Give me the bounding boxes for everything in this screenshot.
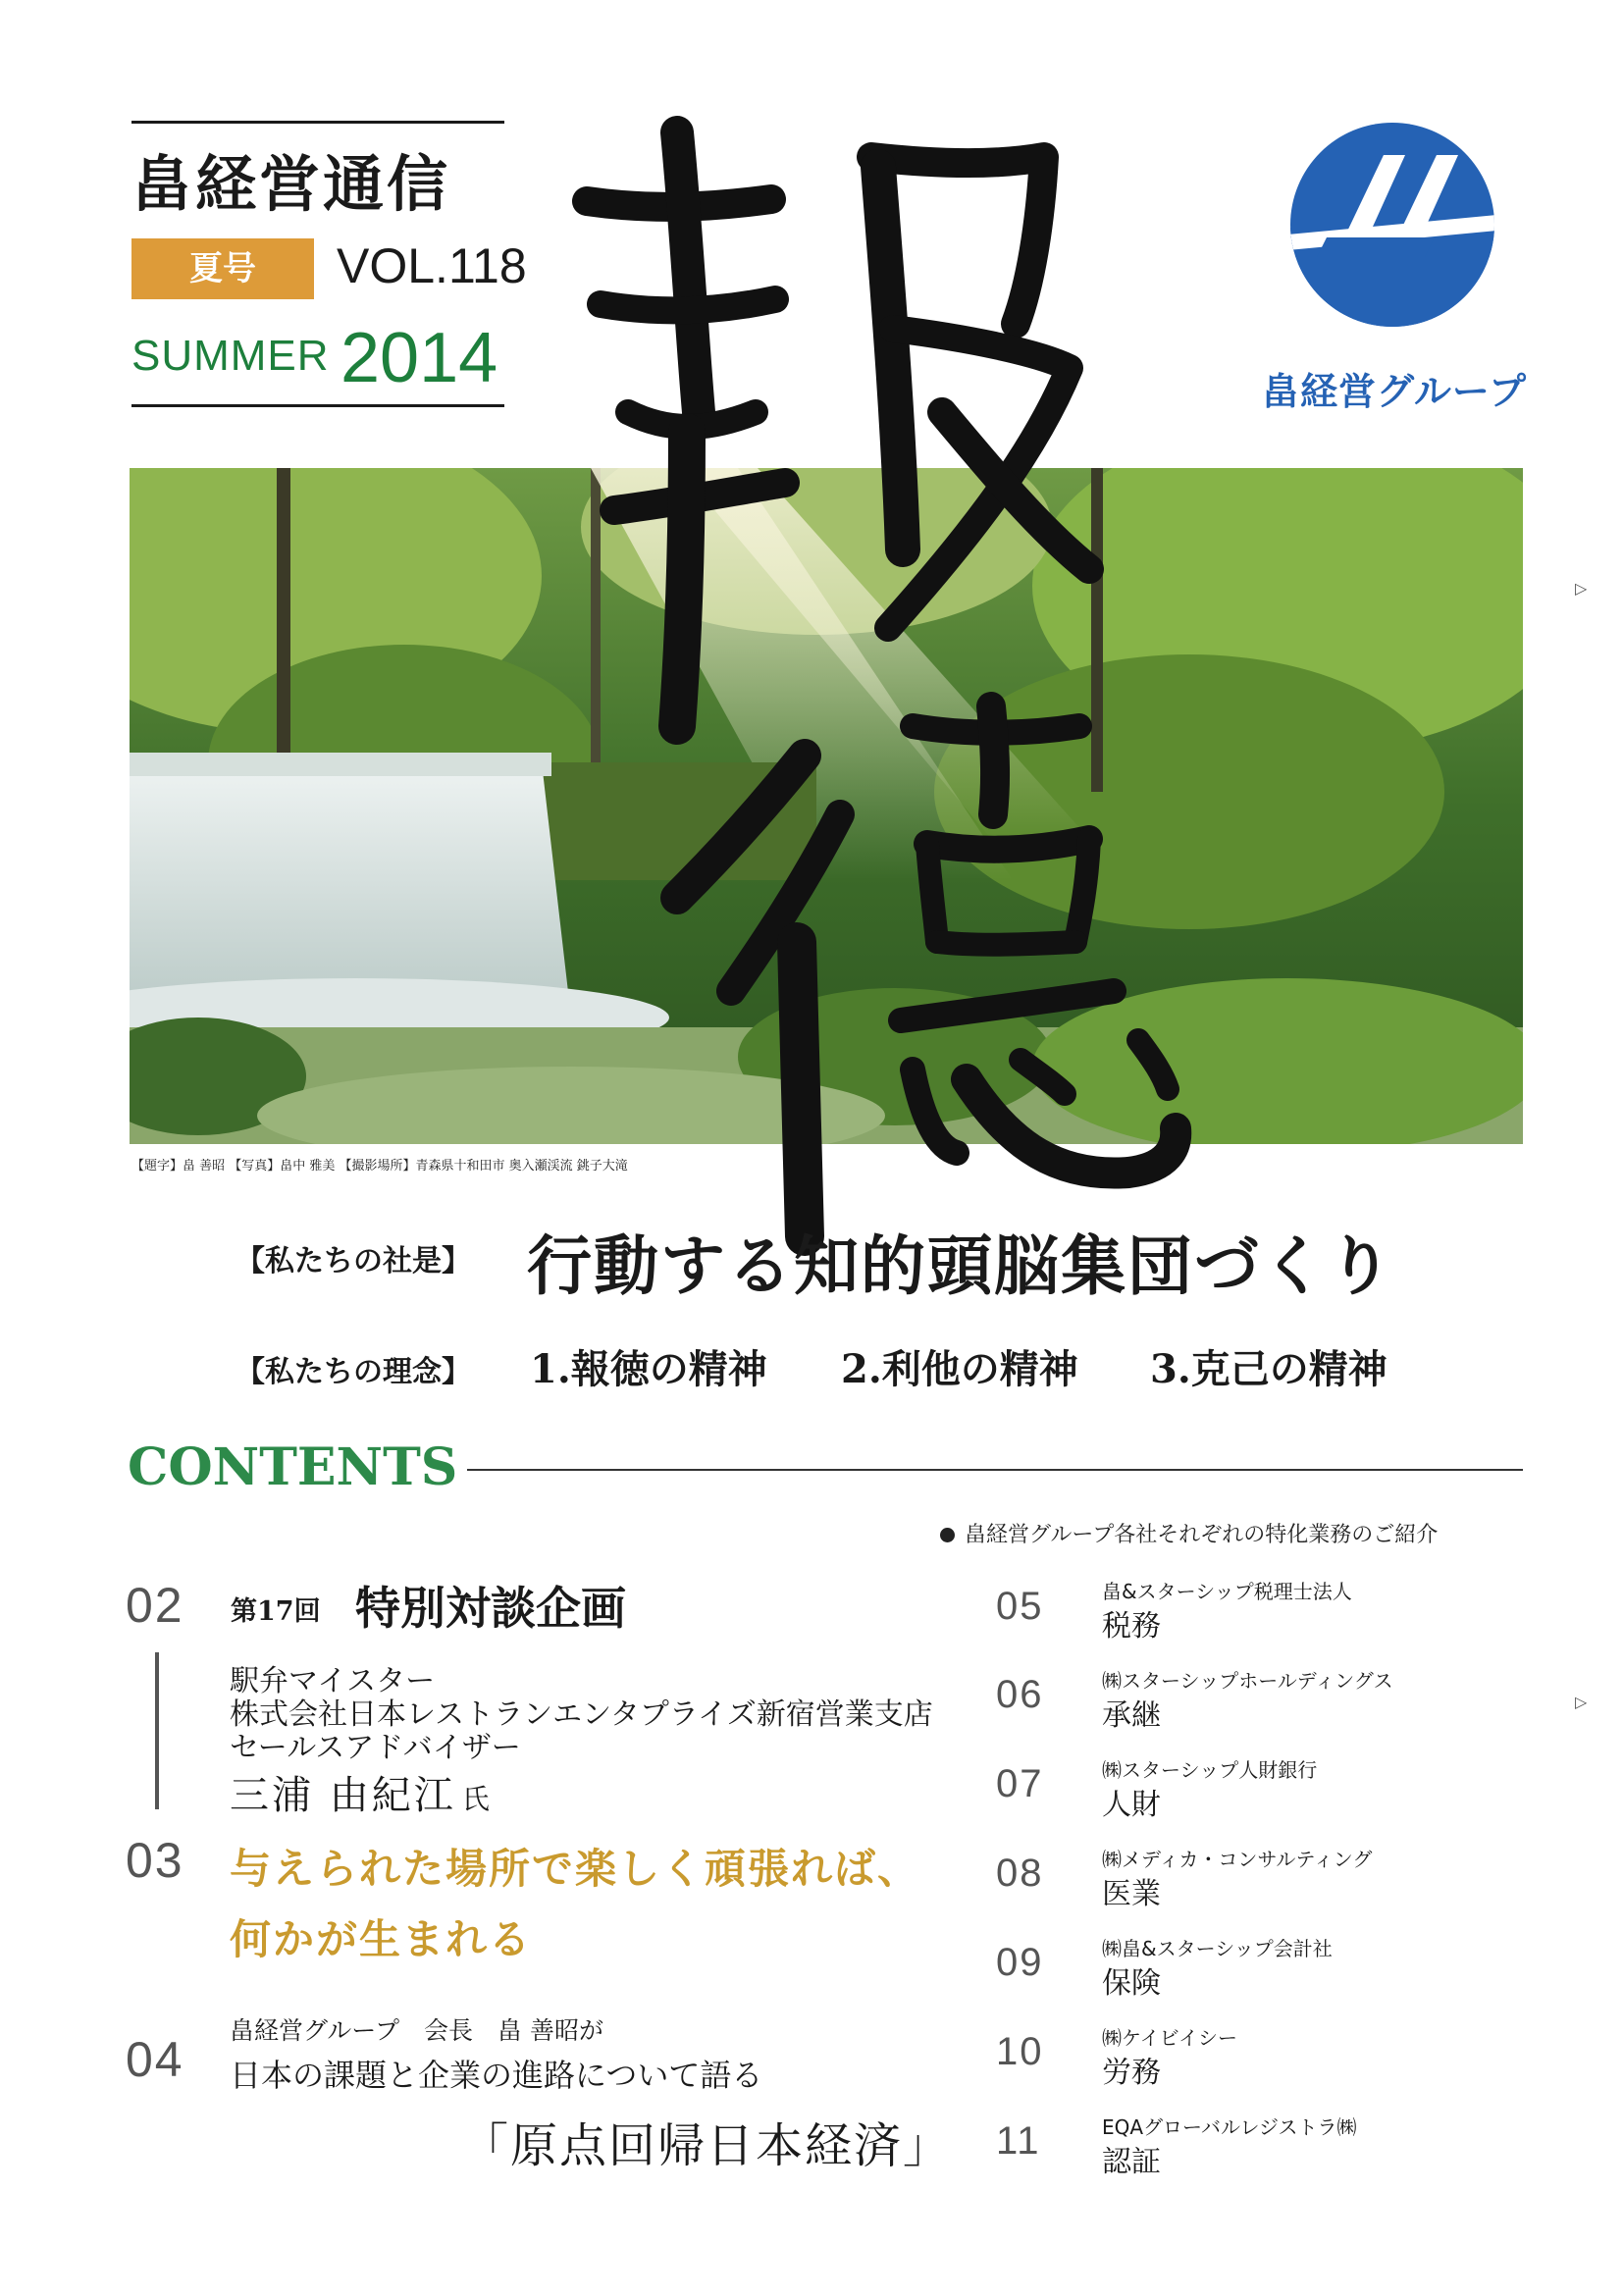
service-category[interactable]: 医業: [1102, 1877, 1161, 1911]
article-subtitle: 日本の課題と企業の進路について語る: [230, 2057, 763, 2094]
guest-bar: [155, 1652, 159, 1809]
page-number[interactable]: 10: [996, 2030, 1044, 2073]
service-category[interactable]: 認証: [1102, 2145, 1161, 2179]
article-title[interactable]: 「原点回帰日本経済」: [461, 2118, 953, 2173]
cover-photo-waterfall: [130, 468, 1523, 1144]
company-name: ㈱スターシップホールディングス: [1102, 1669, 1393, 1693]
masthead-rule-bottom: [131, 404, 504, 407]
group-name: 畠経営グループ: [1262, 370, 1527, 413]
newsletter-title: 畠経営通信: [131, 148, 451, 220]
page-number[interactable]: 07: [996, 1762, 1044, 1805]
page-number[interactable]: 05: [996, 1585, 1044, 1628]
philosophy-item: 2.利他の精神: [841, 1346, 1078, 1392]
photo-caption: 【題字】畠 善昭 【写真】畠中 雅美 【撮影場所】青森県十和田市 奥入瀬渓流 銚子大滝: [131, 1159, 628, 1174]
company-name: ㈱畠&スターシップ会計社: [1102, 1937, 1333, 1960]
company-name: 畠&スターシップ税理士法人: [1102, 1580, 1352, 1603]
contents-note-text: 畠経営グループ各社それぞれの特化業務のご紹介: [965, 1523, 1439, 1547]
article-title[interactable]: 特別対談企画: [355, 1582, 626, 1635]
crop-mark-icon: ▷: [1575, 579, 1588, 598]
philosophy-item: 1.報徳の精神: [530, 1346, 767, 1392]
philosophy-label: 【私たちの理念】: [236, 1355, 471, 1389]
bullet-icon: [940, 1528, 955, 1542]
company-name: ㈱ケイビイシー: [1102, 2026, 1237, 2050]
company-name: ㈱スターシップ人財銀行: [1102, 1758, 1318, 1782]
guest-line: 株式会社日本レストランエンタプライズ新宿営業支店: [230, 1697, 933, 1732]
guest-name-text: 三浦 由紀江: [230, 1773, 456, 1818]
service-category[interactable]: 承継: [1102, 1698, 1161, 1733]
page-number[interactable]: 03: [126, 1833, 184, 1888]
service-category[interactable]: 人財: [1102, 1788, 1161, 1822]
volume-number: VOL.118: [337, 238, 527, 293]
service-category[interactable]: 労務: [1102, 2056, 1161, 2090]
motto-label: 【私たちの社是】: [236, 1244, 471, 1278]
page-number[interactable]: 06: [996, 1673, 1044, 1716]
company-name: EQAグローバルレジストラ㈱: [1102, 2115, 1357, 2139]
season-english: SUMMER: [131, 332, 330, 380]
guest-name: [230, 1764, 490, 1820]
page-number[interactable]: 11: [996, 2119, 1041, 2163]
service-category[interactable]: 保険: [1102, 1966, 1161, 2001]
guest-line: セールスアドバイザー: [230, 1731, 521, 1765]
article-title[interactable]: 何かが生まれる: [230, 1915, 533, 1963]
series-number: 第17回: [231, 1596, 321, 1627]
group-logo-icon: [1287, 120, 1497, 330]
masthead-rule-top: [131, 121, 504, 124]
guest-honorific: 氏: [461, 1783, 490, 1815]
contents-note: [940, 1518, 1438, 1548]
company-name: ㈱メディカ・コンサルティング: [1102, 1848, 1373, 1871]
page-number[interactable]: 04: [126, 2032, 184, 2087]
issue-year: 2014: [340, 319, 498, 397]
article-byline: 畠経営グループ 会長 畠 善昭が: [230, 2016, 603, 2045]
service-category[interactable]: 税務: [1102, 1609, 1161, 1644]
contents-rule: [467, 1469, 1523, 1471]
season-badge: 夏号: [131, 238, 314, 299]
guest-line: 駅弁マイスター: [230, 1664, 436, 1698]
page-number[interactable]: 02: [126, 1578, 184, 1633]
page-number[interactable]: 09: [996, 1941, 1044, 1984]
philosophy-item: 3.克己の精神: [1150, 1346, 1387, 1392]
crop-mark-icon: ▷: [1575, 1693, 1588, 1711]
page-number[interactable]: 08: [996, 1852, 1044, 1895]
contents-heading: CONTENTS: [128, 1437, 458, 1497]
company-motto: 行動する知的頭脳集団づくり: [527, 1227, 1394, 1304]
article-title[interactable]: 与えられた場所で楽しく頑張れば、: [230, 1845, 921, 1893]
